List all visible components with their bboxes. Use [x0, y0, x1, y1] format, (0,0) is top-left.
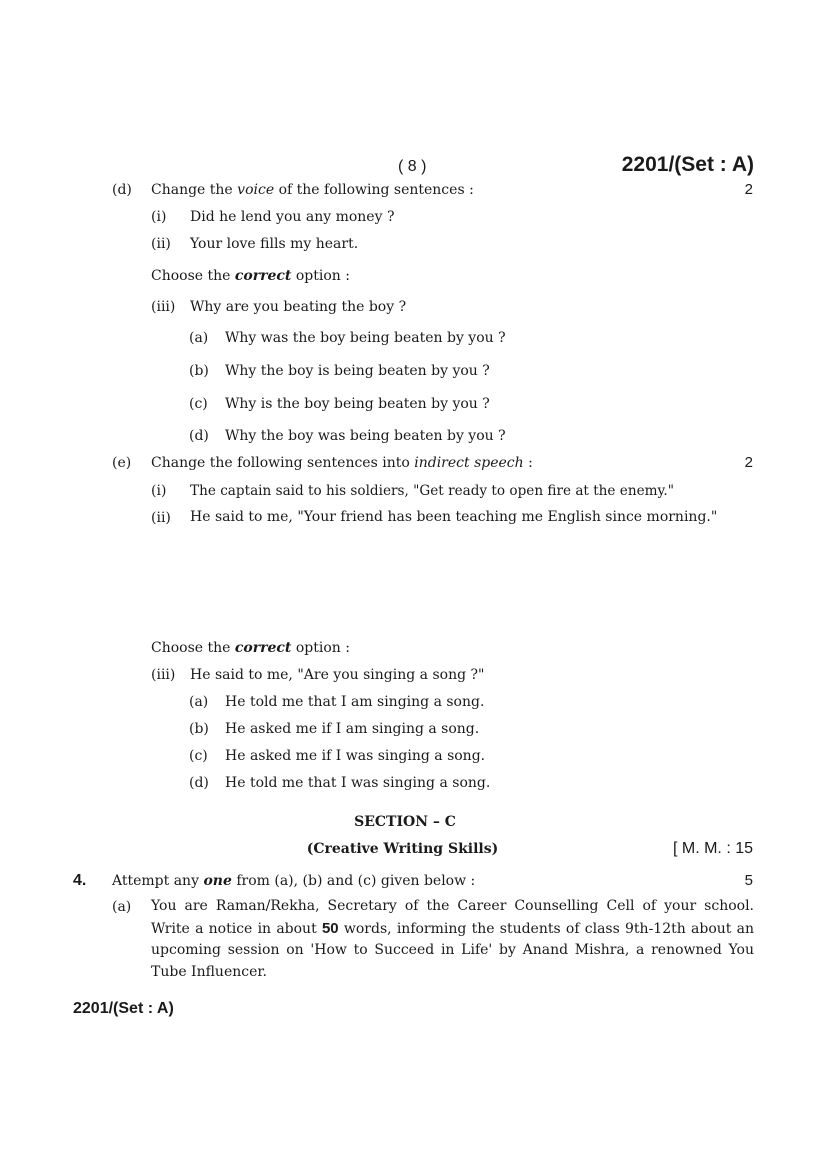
q4-number: 4.: [73, 872, 87, 889]
option-label: (d): [189, 428, 209, 444]
q-d-instruction: [151, 181, 474, 199]
option-text: Why was the boy being beaten by you ?: [225, 330, 506, 346]
option-text: Why is the boy being beaten by you ?: [225, 396, 490, 412]
item-label: (i): [151, 483, 167, 499]
emphasis: correct: [234, 640, 292, 656]
section-title: SECTION – C: [354, 814, 456, 830]
q-d-label: (d): [112, 182, 132, 198]
text: Choose the: [151, 268, 235, 284]
item-text: The captain said to his soldiers, "Get ready to open fire at the enemy.": [190, 483, 674, 499]
max-marks: [ M. M. : 15: [672, 840, 753, 857]
text: :: [523, 455, 533, 471]
choose-instruction: [151, 267, 350, 285]
q4-a-label: (a): [112, 899, 132, 915]
choose-instruction: [151, 639, 350, 657]
option-text: He told me that I am singing a song.: [225, 694, 485, 710]
text: Choose the: [151, 640, 235, 656]
item-label: (ii): [151, 236, 171, 252]
text: Change the following sentences into: [151, 455, 415, 471]
option-label: (a): [189, 694, 209, 710]
item-text: He said to me, "Your friend has been teaching me English since morning.": [190, 509, 718, 525]
option-text: He asked me if I was singing a song.: [225, 748, 486, 764]
word-count: 50: [321, 919, 339, 937]
mcq-question: He said to me, "Are you singing a song ?": [190, 667, 485, 683]
q4-a-text: [151, 896, 754, 983]
text: words, informing the students of class 9th-12th about an upcoming session on 'How to Succeed in Life' by Anand Mishra, a renowned You Tube Influencer.: [151, 920, 754, 980]
text: option :: [291, 268, 350, 284]
text: Change the: [151, 182, 238, 198]
emphasis: voice: [237, 182, 275, 198]
item-text: Your love fills my heart.: [190, 236, 359, 252]
q-e-instruction: [151, 454, 533, 472]
q4-instruction: [112, 872, 475, 890]
item-label: (ii): [151, 510, 171, 526]
text: from (a), (b) and (c) given below :: [231, 873, 476, 889]
item-label: (i): [151, 209, 167, 225]
paper-code-footer: 2201/(Set : A): [73, 1000, 174, 1017]
option-text: He asked me if I am singing a song.: [225, 721, 480, 737]
option-text: Why the boy was being beaten by you ?: [225, 428, 506, 444]
q-d-marks: 2: [744, 181, 753, 198]
mcq-label: (iii): [151, 667, 176, 683]
emphasis: correct: [234, 268, 292, 284]
mcq-question: Why are you beating the boy ?: [190, 299, 407, 315]
section-subtitle: (Creative Writing Skills): [306, 841, 499, 857]
emphasis: indirect speech: [414, 455, 524, 471]
q-e-marks: 2: [744, 454, 753, 471]
mcq-label: (iii): [151, 299, 176, 315]
text: You are Raman/Rekha, Secretary of the Career Counselling Cell of your school. Write a notice in about: [151, 898, 754, 937]
emphasis: one: [203, 873, 232, 889]
option-label: (a): [189, 330, 209, 346]
option-label: (b): [189, 721, 209, 737]
item-text: Did he lend you any money ?: [190, 209, 395, 225]
paper-code-header: 2201/(Set : A): [621, 153, 754, 176]
option-text: Why the boy is being beaten by you ?: [225, 363, 490, 379]
option-label: (d): [189, 775, 209, 791]
option-text: He told me that I was singing a song.: [225, 775, 491, 791]
option-label: (c): [189, 748, 208, 764]
option-label: (b): [189, 363, 209, 379]
page-number: ( 8 ): [398, 158, 427, 175]
q4-marks: 5: [744, 872, 753, 889]
text: of the following sentences :: [274, 182, 474, 198]
text: option :: [291, 640, 350, 656]
text: Attempt any: [112, 873, 204, 889]
q-e-label: (e): [112, 455, 132, 471]
option-label: (c): [189, 396, 208, 412]
